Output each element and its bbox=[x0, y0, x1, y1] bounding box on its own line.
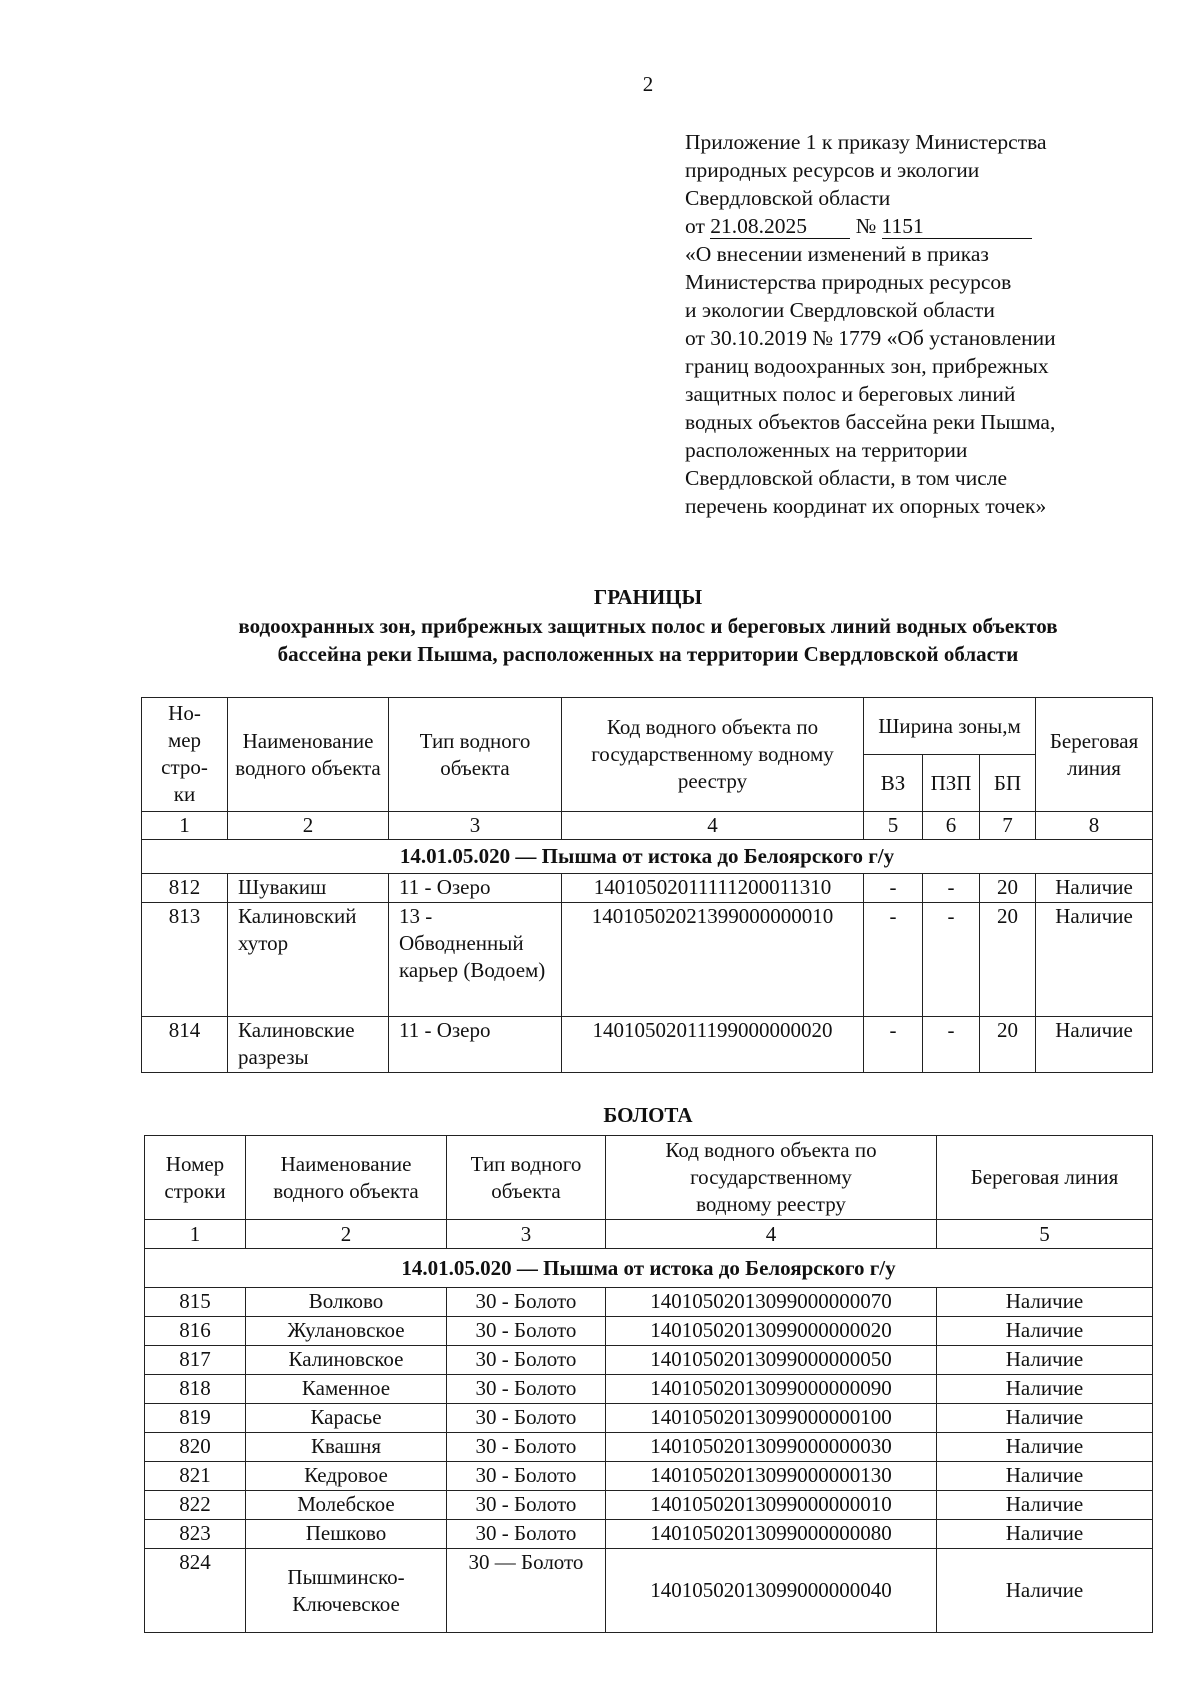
object-code: 14010502013099000000030 bbox=[606, 1433, 937, 1462]
object-type: 11 - Озеро bbox=[389, 874, 562, 903]
header-row-number bbox=[142, 698, 228, 812]
object-name: Каменное bbox=[246, 1375, 447, 1404]
column-number: 5 bbox=[864, 812, 923, 840]
object-code: 14010502013099000000050 bbox=[606, 1346, 937, 1375]
object-name: Калиновский хутор bbox=[228, 903, 389, 1017]
appendix-line: границ водоохранных зон, прибрежных bbox=[685, 354, 1049, 378]
table-row bbox=[145, 1549, 1153, 1633]
shore-line-value: Наличие bbox=[937, 1346, 1153, 1375]
shore-line-value: Наличие bbox=[1036, 1017, 1153, 1073]
object-name: Шувакиш bbox=[228, 874, 389, 903]
table-row bbox=[145, 1520, 1153, 1549]
vz-value: - bbox=[864, 903, 923, 1017]
shore-line-value: Наличие bbox=[1036, 874, 1153, 903]
object-code: 14010502013099000000130 bbox=[606, 1462, 937, 1491]
column-number: 2 bbox=[246, 1220, 447, 1249]
object-name: Карасье bbox=[246, 1404, 447, 1433]
object-name: Кедровое bbox=[246, 1462, 447, 1491]
table-row bbox=[142, 903, 1153, 1017]
column-number: 2 bbox=[228, 812, 389, 840]
pzp-value: - bbox=[923, 903, 980, 1017]
table-row bbox=[145, 1346, 1153, 1375]
shore-line-value: Наличие bbox=[937, 1491, 1153, 1520]
object-code: 14010502011199000000020 bbox=[562, 1017, 864, 1073]
section-header: 14.01.05.020 — Пышма от истока до Белоярского г/у bbox=[145, 1249, 1153, 1288]
document-subtitle-line2: бассейна реки Пышма, расположенных на территории Свердловской области bbox=[277, 642, 1019, 666]
table-row bbox=[142, 1017, 1153, 1073]
row-number: 821 bbox=[145, 1462, 246, 1491]
object-type: 30 - Болото bbox=[447, 1317, 606, 1346]
vz-value: - bbox=[864, 874, 923, 903]
object-type: 30 - Болото bbox=[447, 1288, 606, 1317]
row-number: 819 bbox=[145, 1404, 246, 1433]
appendix-line: природных ресурсов и экологии bbox=[685, 158, 980, 182]
column-number: 5 bbox=[937, 1220, 1153, 1249]
header-zone-width: Ширина зоны,м bbox=[864, 698, 1036, 755]
shore-line-value: Наличие bbox=[1036, 903, 1153, 1017]
row-number: 817 bbox=[145, 1346, 246, 1375]
object-type: 30 - Болото bbox=[447, 1375, 606, 1404]
appendix-line: Приложение 1 к приказу Министерства bbox=[685, 130, 1047, 154]
table-row bbox=[145, 1491, 1153, 1520]
header-type: Тип водного объекта bbox=[447, 1136, 606, 1220]
row-number: 820 bbox=[145, 1433, 246, 1462]
object-code: 14010502013099000000020 bbox=[606, 1317, 937, 1346]
table-row bbox=[145, 1317, 1153, 1346]
section-header: 14.01.05.020 — Пышма от истока до Белоярского г/у bbox=[142, 840, 1153, 874]
table-row bbox=[145, 1375, 1153, 1404]
bp-value: 20 bbox=[980, 903, 1036, 1017]
appendix-block bbox=[685, 128, 1056, 520]
object-name: Калиновское bbox=[246, 1346, 447, 1375]
object-name: Калиновские разрезы bbox=[228, 1017, 389, 1073]
row-number: 816 bbox=[145, 1317, 246, 1346]
pzp-value: - bbox=[923, 874, 980, 903]
appendix-line: от 30.10.2019 № 1779 «Об установлении bbox=[685, 326, 1056, 350]
object-type: 30 - Болото bbox=[447, 1491, 606, 1520]
object-type: 11 - Озеро bbox=[389, 1017, 562, 1073]
column-number: 3 bbox=[447, 1220, 606, 1249]
shore-line-value: Наличие bbox=[937, 1288, 1153, 1317]
number-prefix: № bbox=[855, 214, 877, 238]
shore-line-value: Наличие bbox=[937, 1375, 1153, 1404]
object-type: 13 - Обводненный карьер (Водоем) bbox=[389, 903, 562, 1017]
appendix-bottom bbox=[685, 240, 1056, 520]
object-name: Волково bbox=[246, 1288, 447, 1317]
object-type: 30 — Болото bbox=[447, 1549, 606, 1633]
row-number: 822 bbox=[145, 1491, 246, 1520]
appendix-line: «О внесении изменений в приказ bbox=[685, 242, 989, 266]
row-number: 823 bbox=[145, 1520, 246, 1549]
order-date: 21.08.2025 bbox=[710, 214, 850, 239]
header-type: Тип водного объекта bbox=[389, 698, 562, 812]
table-row bbox=[145, 1288, 1153, 1317]
vz-value: - bbox=[864, 1017, 923, 1073]
date-prefix: от bbox=[685, 214, 705, 238]
shore-line-value: Наличие bbox=[937, 1317, 1153, 1346]
page-number: 2 bbox=[642, 72, 654, 96]
appendix-date-line bbox=[685, 212, 1056, 240]
column-number: 4 bbox=[606, 1220, 937, 1249]
shore-line-value: Наличие bbox=[937, 1404, 1153, 1433]
header-row-number: Номер строки bbox=[145, 1136, 246, 1220]
object-code: 14010502013099000000090 bbox=[606, 1375, 937, 1404]
object-name: Пышминско-Ключевское bbox=[246, 1549, 447, 1633]
row-number: 818 bbox=[145, 1375, 246, 1404]
object-type: 30 - Болото bbox=[447, 1520, 606, 1549]
column-number: 3 bbox=[389, 812, 562, 840]
order-number: 1151 bbox=[882, 214, 1032, 239]
swamps-table bbox=[144, 1135, 1153, 1633]
shore-line-value: Наличие bbox=[937, 1549, 1153, 1633]
water-objects-table bbox=[141, 697, 1153, 1073]
object-name: Квашня bbox=[246, 1433, 447, 1462]
header-pzp: ПЗП bbox=[923, 755, 980, 812]
column-number: 8 bbox=[1036, 812, 1153, 840]
object-code: 14010502013099000000100 bbox=[606, 1404, 937, 1433]
object-code: 14010502013099000000070 bbox=[606, 1288, 937, 1317]
row-number: 813 bbox=[142, 903, 228, 1017]
object-type: 30 - Болото bbox=[447, 1404, 606, 1433]
bp-value: 20 bbox=[980, 874, 1036, 903]
pzp-value: - bbox=[923, 1017, 980, 1073]
object-type: 30 - Болото bbox=[447, 1346, 606, 1375]
object-code: 14010502021399000000010 bbox=[562, 903, 864, 1017]
table-row bbox=[145, 1462, 1153, 1491]
appendix-line: Министерства природных ресурсов bbox=[685, 270, 1012, 294]
row-number: 814 bbox=[142, 1017, 228, 1073]
object-code: 14010502013099000000040 bbox=[606, 1549, 937, 1633]
document-title: ГРАНИЦЫ bbox=[593, 585, 703, 609]
table-row bbox=[145, 1404, 1153, 1433]
appendix-line: расположенных на территории bbox=[685, 438, 968, 462]
header-vz: ВЗ bbox=[864, 755, 923, 812]
column-number: 6 bbox=[923, 812, 980, 840]
row-number: 824 bbox=[145, 1549, 246, 1633]
shore-line-value: Наличие bbox=[937, 1520, 1153, 1549]
header-name: Наименование водного объекта bbox=[228, 698, 389, 812]
header-code: Код водного объекта по государственному водному реестру bbox=[562, 698, 864, 812]
bp-value: 20 bbox=[980, 1017, 1036, 1073]
object-name: Пешково bbox=[246, 1520, 447, 1549]
object-code: 14010502011111200011310 bbox=[562, 874, 864, 903]
table-row bbox=[145, 1433, 1153, 1462]
header-name: Наименование водного объекта bbox=[246, 1136, 447, 1220]
appendix-line: водных объектов бассейна реки Пышма, bbox=[685, 410, 1056, 434]
appendix-line: Свердловской области, в том числе bbox=[685, 466, 1008, 490]
column-number: 1 bbox=[145, 1220, 246, 1249]
object-code: 14010502013099000000080 bbox=[606, 1520, 937, 1549]
appendix-line: и экологии Свердловской области bbox=[685, 298, 995, 322]
object-type: 30 - Болото bbox=[447, 1433, 606, 1462]
document-subtitle-line1: водоохранных зон, прибрежных защитных полос и береговых линий водных объектов bbox=[238, 614, 1058, 638]
column-number: 1 bbox=[142, 812, 228, 840]
appendix-line: перечень координат их опорных точек» bbox=[685, 494, 1047, 518]
appendix-line: защитных полос и береговых линий bbox=[685, 382, 1016, 406]
object-type: 30 - Болото bbox=[447, 1462, 606, 1491]
object-name: Молебское bbox=[246, 1491, 447, 1520]
column-number: 4 bbox=[562, 812, 864, 840]
table-row bbox=[142, 874, 1153, 903]
column-number: 7 bbox=[980, 812, 1036, 840]
appendix-line: Свердловской области bbox=[685, 186, 891, 210]
shore-line-value: Наличие bbox=[937, 1462, 1153, 1491]
swamps-title: БОЛОТА bbox=[603, 1103, 693, 1127]
header-shore-line: Береговая линия bbox=[937, 1136, 1153, 1220]
object-name: Жулановское bbox=[246, 1317, 447, 1346]
row-number: 812 bbox=[142, 874, 228, 903]
object-code: 14010502013099000000010 bbox=[606, 1491, 937, 1520]
header-text: Но- мер стро- ки bbox=[161, 701, 208, 806]
header-shore-line: Береговая линия bbox=[1036, 698, 1153, 812]
header-code: Код водного объекта по государственному водному реестру bbox=[606, 1136, 937, 1220]
row-number: 815 bbox=[145, 1288, 246, 1317]
header-bp: БП bbox=[980, 755, 1036, 812]
shore-line-value: Наличие bbox=[937, 1433, 1153, 1462]
